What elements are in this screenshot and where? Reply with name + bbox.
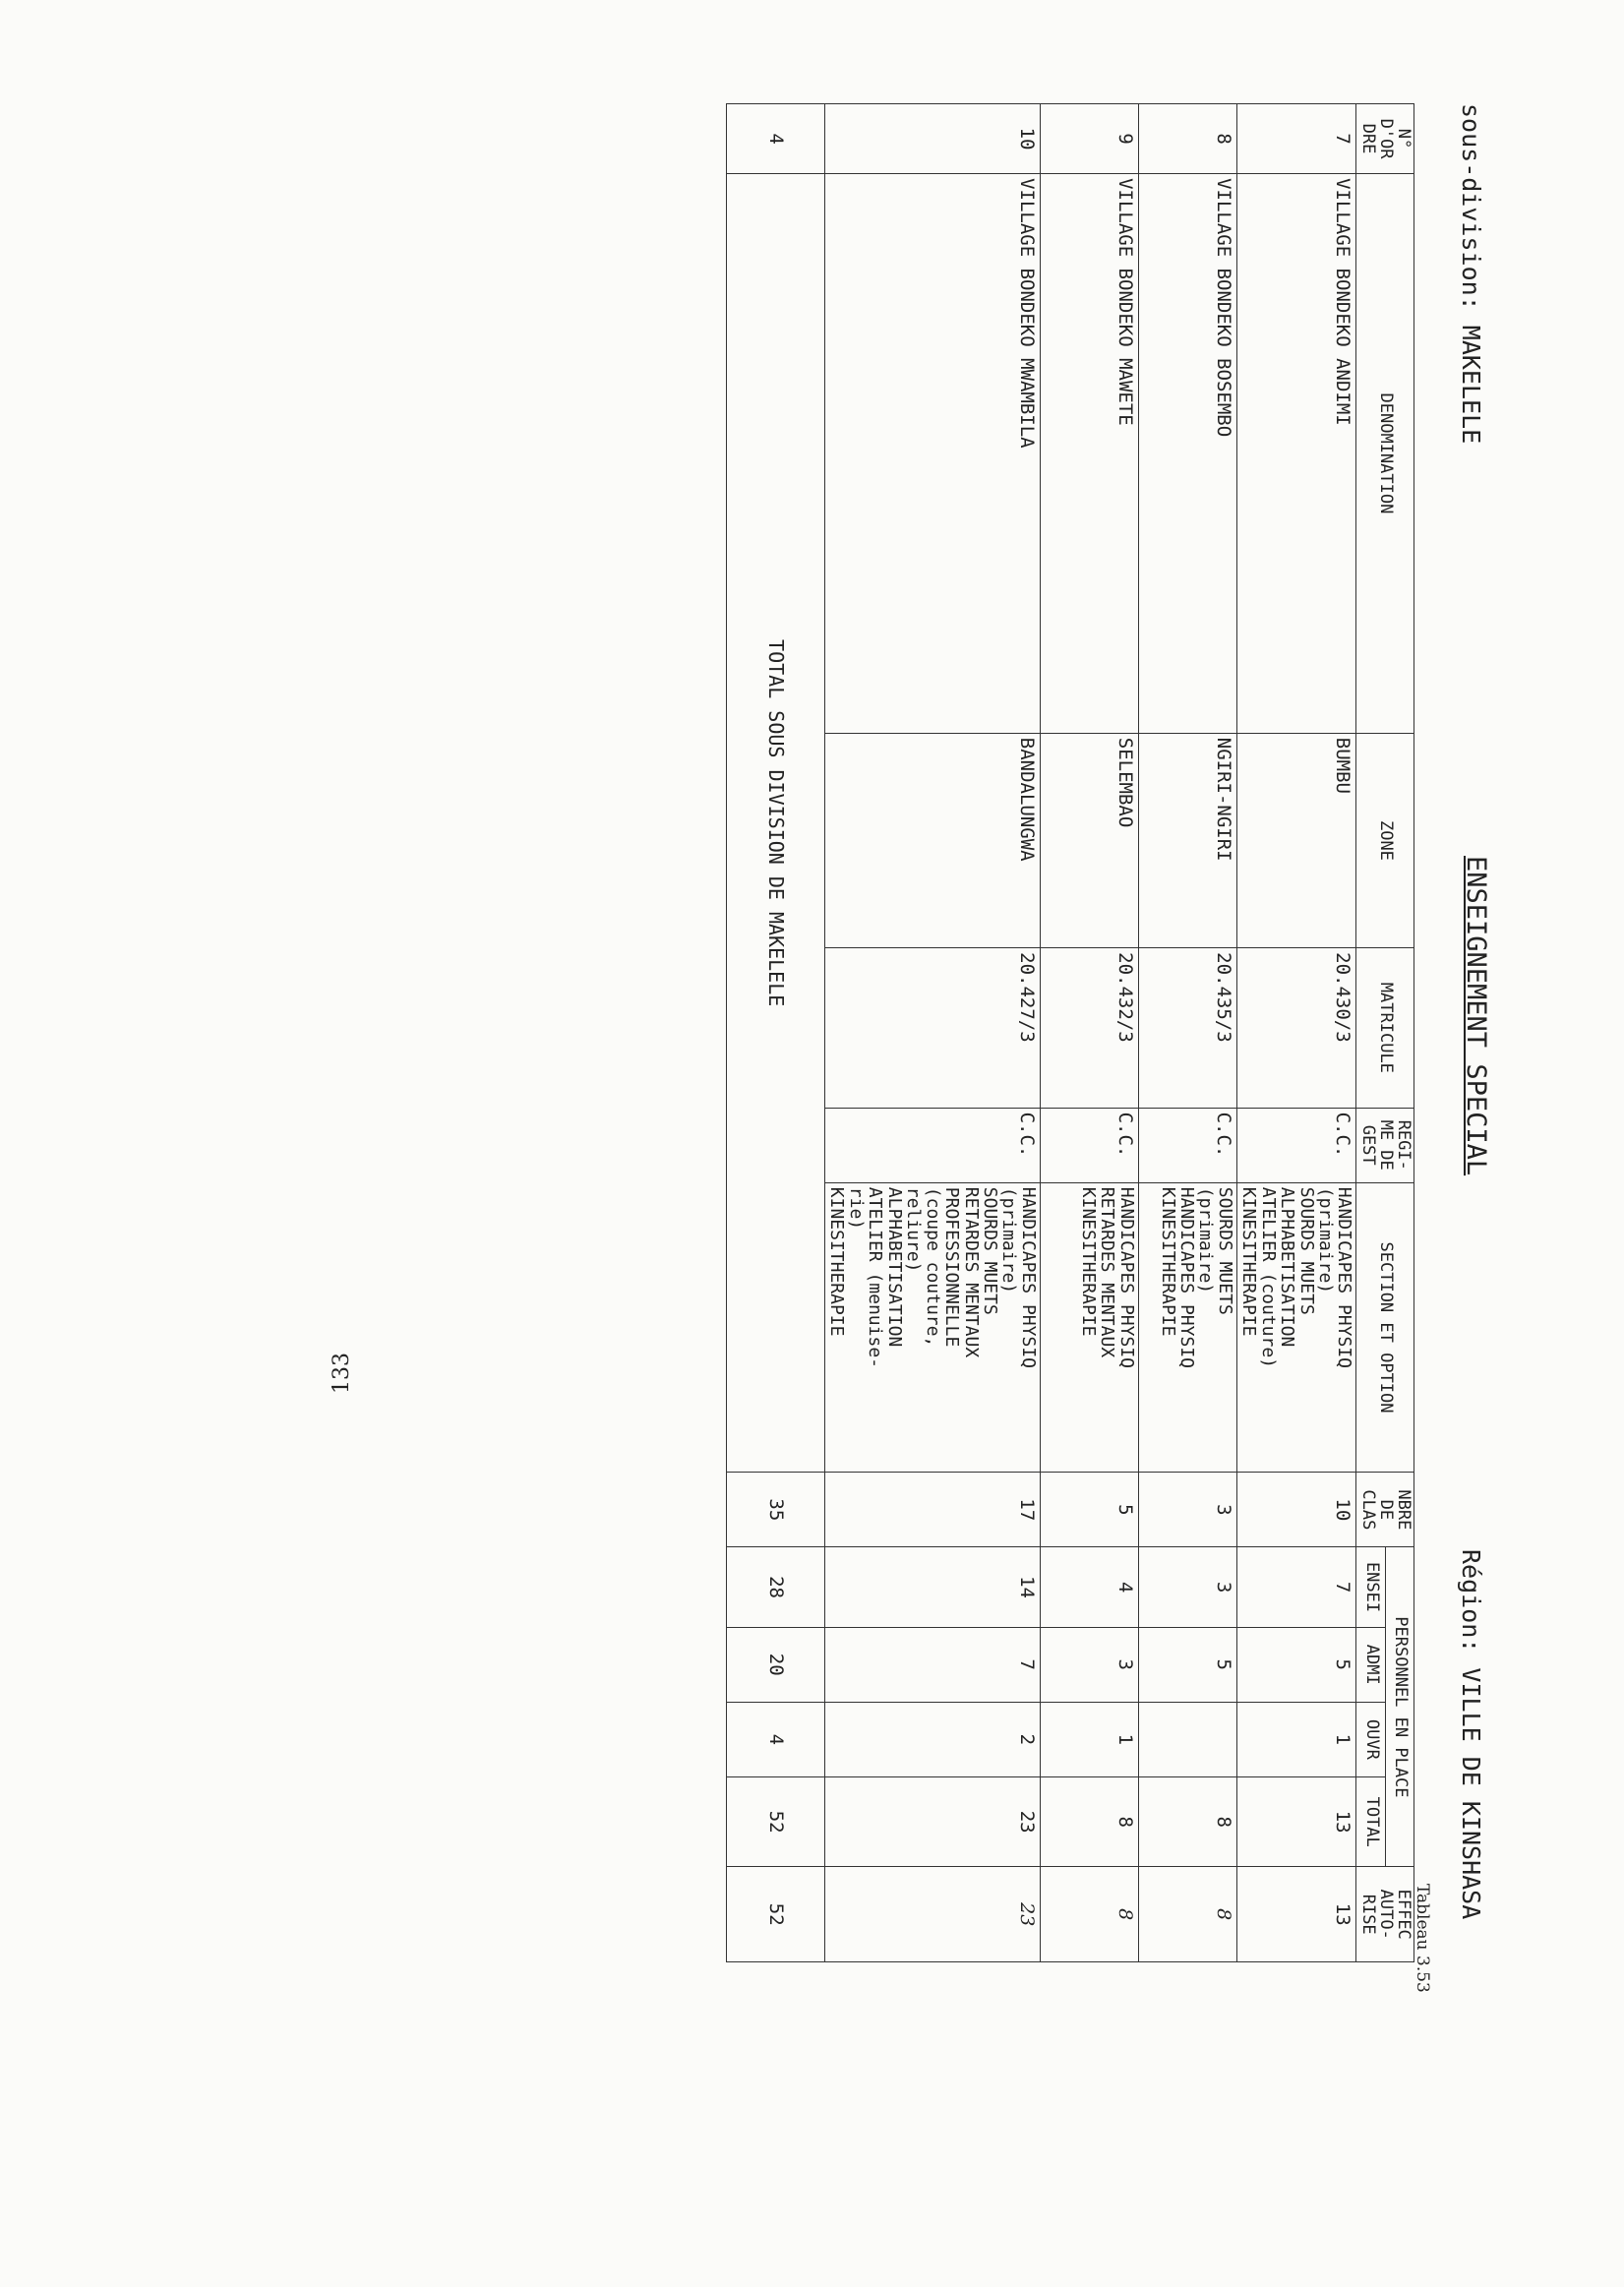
option-line: KINESITHERAPIE xyxy=(1238,1186,1260,1337)
option-line: ALPHABETISATION xyxy=(883,1186,905,1348)
cell-zone: BUMBU xyxy=(1236,733,1356,947)
cell-admi: 5 xyxy=(1236,1627,1356,1702)
cell-total: 8 xyxy=(1138,1776,1236,1866)
cell-denomination: VILLAGE BONDEKO BOSEMBO xyxy=(1138,174,1236,734)
col-header-classes: NBRE DE CLAS xyxy=(1356,1473,1414,1547)
cell-regime: C.C. xyxy=(1236,1108,1356,1182)
cell-zone: SELEMBAO xyxy=(1040,733,1138,947)
col-header-regime: REGI- ME DE GEST xyxy=(1356,1108,1414,1182)
cell-regime: C.C. xyxy=(1040,1108,1138,1182)
option-line: HANDICAPES PHYSIQ xyxy=(1017,1186,1039,1368)
total-count: 4 xyxy=(727,104,825,174)
option-line: KINESITHERAPIE xyxy=(826,1186,848,1337)
cell-admi: 5 xyxy=(1138,1627,1236,1702)
cell-options xyxy=(1040,1182,1138,1473)
cell-effectif: 8 xyxy=(1138,1867,1236,1962)
col-header-ouvr: OUVR xyxy=(1356,1702,1385,1776)
rotated-table-sheet xyxy=(330,93,1491,2159)
option-line: (primaire) xyxy=(1195,1186,1217,1294)
option-line: HANDICAPES PHYSIQ xyxy=(1115,1186,1137,1368)
cell-num: 9 xyxy=(1040,104,1138,174)
schools-table xyxy=(726,103,1414,1962)
cell-matricule: 20.427/3 xyxy=(825,948,1041,1108)
total-classes: 35 xyxy=(727,1473,825,1547)
cell-classes: 5 xyxy=(1040,1473,1138,1547)
col-header-zone: ZONE xyxy=(1356,733,1414,947)
total-label: TOTAL SOUS DIVISION DE MAKELELE xyxy=(727,174,825,1473)
cell-num: 10 xyxy=(825,104,1041,174)
cell-regime: C.C. xyxy=(1138,1108,1236,1182)
col-header-total: TOTAL xyxy=(1356,1776,1385,1866)
col-header-personnel: PERSONNEL EN PLACE xyxy=(1385,1547,1413,1867)
subdivision-heading: sous-division: MAKELELE xyxy=(1457,103,1485,445)
table-row xyxy=(825,104,1041,1962)
option-line: KINESITHERAPIE xyxy=(1157,1186,1178,1337)
cell-total: 23 xyxy=(825,1776,1041,1866)
total-admi: 20 xyxy=(727,1627,825,1702)
page-title: ENSEIGNEMENT SPECIAL xyxy=(1461,856,1491,1176)
option-line: HANDICAPES PHYSIQ xyxy=(1175,1186,1197,1368)
cell-matricule: 20.432/3 xyxy=(1040,948,1138,1108)
page-number: 133 xyxy=(330,1353,354,1394)
cell-zone: BANDALUNGWA xyxy=(825,733,1041,947)
option-line: (coupe couture, xyxy=(922,1186,943,1348)
cell-matricule: 20.430/3 xyxy=(1236,948,1356,1108)
cell-ouvr: 1 xyxy=(1236,1702,1356,1776)
total-row xyxy=(727,104,825,1962)
cell-ouvr: 1 xyxy=(1040,1702,1138,1776)
col-header-denomination: DENOMINATION xyxy=(1356,174,1414,734)
table-reference: Tableau 3.53 xyxy=(1413,1884,1432,1993)
table-row xyxy=(1236,104,1356,1962)
region-heading: Région: VILLE DE KINSHASA xyxy=(1457,1549,1485,1920)
cell-ensei: 7 xyxy=(1236,1547,1356,1627)
cell-ensei: 14 xyxy=(825,1547,1041,1627)
cell-options xyxy=(1138,1182,1236,1473)
col-header-admi: ADMI xyxy=(1356,1627,1385,1702)
option-line: (primaire) xyxy=(1315,1186,1337,1294)
cell-ouvr: 2 xyxy=(825,1702,1041,1776)
total-ensei: 28 xyxy=(727,1547,825,1627)
option-line: HANDICAPES PHYSIQ xyxy=(1334,1186,1355,1368)
total-ouvr: 4 xyxy=(727,1702,825,1776)
cell-zone: NGIRI-NGIRI xyxy=(1138,733,1236,947)
cell-options xyxy=(1236,1182,1356,1473)
cell-classes: 17 xyxy=(825,1473,1041,1547)
cell-classes: 10 xyxy=(1236,1473,1356,1547)
cell-ensei: 3 xyxy=(1138,1547,1236,1627)
cell-denomination: VILLAGE BONDEKO ANDIMI xyxy=(1236,174,1356,734)
option-line: SOURDS MUETS xyxy=(1295,1186,1317,1315)
cell-options xyxy=(825,1182,1041,1473)
cell-total: 13 xyxy=(1236,1776,1356,1866)
cell-denomination: VILLAGE BONDEKO MAWETE xyxy=(1040,174,1138,734)
col-header-effectif: EFFEC AUTO- RISE xyxy=(1356,1867,1414,1962)
cell-ensei: 4 xyxy=(1040,1547,1138,1627)
col-header-matricule: MATRICULE xyxy=(1356,948,1414,1108)
col-header-ensei: ENSEI xyxy=(1356,1547,1385,1627)
col-header-section: SECTION ET OPTION xyxy=(1356,1182,1414,1473)
cell-regime: C.C. xyxy=(825,1108,1041,1182)
cell-effectif: 13 xyxy=(1236,1867,1356,1962)
option-line: (primaire) xyxy=(998,1186,1020,1294)
option-line: PROFESSIONNELLE xyxy=(941,1186,963,1348)
cell-effectif: 23 xyxy=(825,1867,1041,1962)
cell-admi: 7 xyxy=(825,1627,1041,1702)
option-line: SOURDS MUETS xyxy=(979,1186,1000,1315)
option-line: ATELIER (couture) xyxy=(1257,1186,1279,1368)
cell-admi: 3 xyxy=(1040,1627,1138,1702)
cell-num: 8 xyxy=(1138,104,1236,174)
option-line: KINESITHERAPIE xyxy=(1077,1186,1099,1337)
option-line: ATELIER (menuise- xyxy=(865,1186,886,1368)
option-line: RETARDES MENTAUX xyxy=(1097,1186,1118,1358)
table-row xyxy=(1040,104,1138,1962)
header-row xyxy=(1385,104,1413,1962)
cell-num: 7 xyxy=(1236,104,1356,174)
cell-matricule: 20.435/3 xyxy=(1138,948,1236,1108)
table-row xyxy=(1138,104,1236,1962)
option-line: SOURDS MUETS xyxy=(1214,1186,1235,1315)
col-header-num: N° D'OR DRE xyxy=(1356,104,1414,174)
cell-ouvr xyxy=(1138,1702,1236,1776)
cell-classes: 3 xyxy=(1138,1473,1236,1547)
option-line: ALPHABETISATION xyxy=(1277,1186,1298,1348)
option-line: rie) xyxy=(845,1186,867,1231)
total-effectif: 52 xyxy=(727,1867,825,1962)
cell-denomination: VILLAGE BONDEKO MWAMBILA xyxy=(825,174,1041,734)
total-total: 52 xyxy=(727,1776,825,1866)
cell-effectif: 8 xyxy=(1040,1867,1138,1962)
option-line: RETARDES MENTAUX xyxy=(960,1186,982,1358)
cell-total: 8 xyxy=(1040,1776,1138,1866)
option-line: reliure) xyxy=(903,1186,925,1273)
